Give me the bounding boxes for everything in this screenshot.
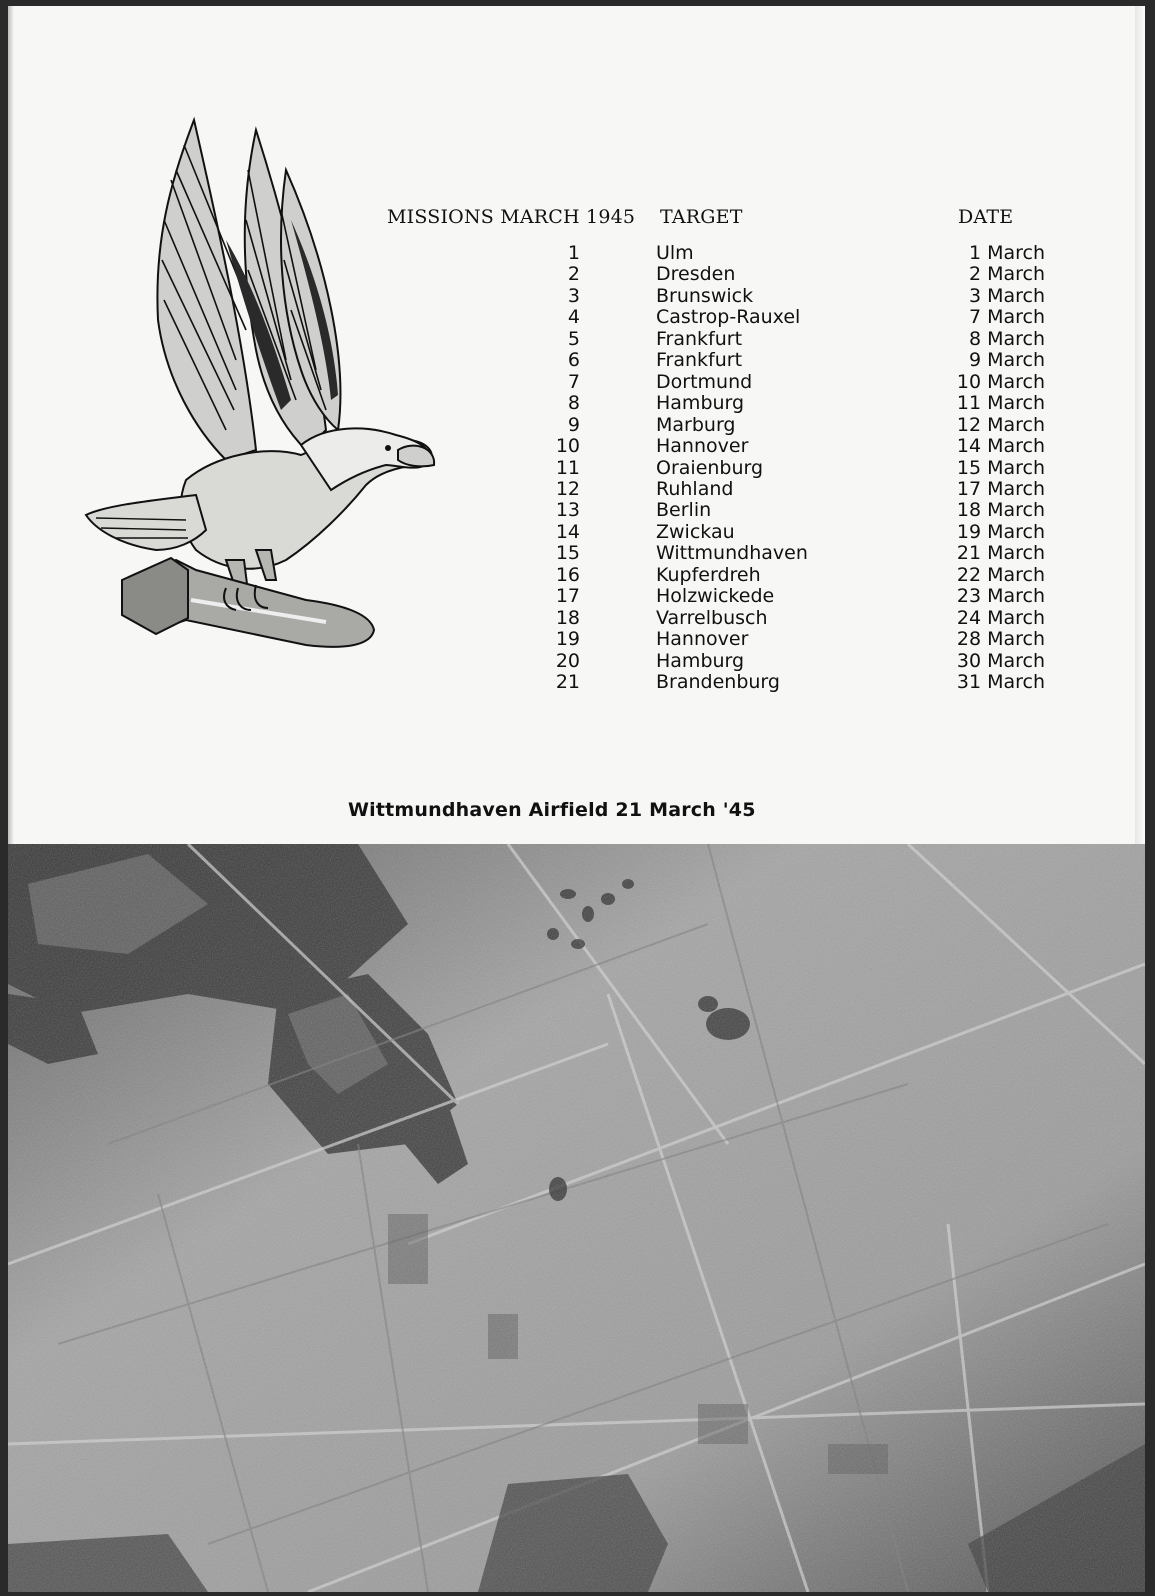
mission-date: 9 March bbox=[968, 349, 1045, 372]
yearbook-page bbox=[8, 6, 1145, 1592]
mission-row bbox=[8, 435, 1145, 456]
mission-number: 7 bbox=[567, 370, 580, 393]
mission-target: Frankfurt bbox=[656, 327, 743, 350]
mission-row bbox=[8, 328, 1145, 349]
mission-date: 8 March bbox=[968, 327, 1045, 350]
mission-number: 18 bbox=[555, 606, 580, 629]
mission-date: 3 March bbox=[968, 284, 1045, 307]
mission-row bbox=[8, 628, 1145, 649]
missions-header: MISSIONS MARCH 1945 bbox=[387, 206, 636, 228]
mission-number: 8 bbox=[567, 392, 580, 415]
mission-number: 21 bbox=[555, 671, 580, 693]
mission-date: 14 March bbox=[956, 435, 1045, 458]
mission-number: 12 bbox=[555, 477, 580, 500]
mission-target: Marburg bbox=[656, 413, 736, 436]
mission-date: 23 March bbox=[956, 585, 1045, 608]
mission-number: 3 bbox=[567, 284, 580, 307]
aerial-photo bbox=[8, 844, 1145, 1592]
mission-target: Oraienburg bbox=[656, 456, 764, 479]
mission-number: 1 bbox=[567, 242, 580, 264]
mission-target: Frankfurt bbox=[656, 349, 743, 372]
mission-date: 15 March bbox=[956, 456, 1045, 479]
mission-number: 10 bbox=[555, 435, 580, 458]
mission-row bbox=[8, 564, 1145, 585]
mission-row bbox=[8, 607, 1145, 628]
mission-date: 17 March bbox=[956, 477, 1045, 500]
mission-number: 14 bbox=[555, 520, 580, 543]
mission-target: Berlin bbox=[656, 499, 712, 522]
mission-date: 24 March bbox=[956, 606, 1045, 629]
date-header: DATE bbox=[958, 206, 1014, 228]
mission-number: 19 bbox=[555, 628, 580, 651]
mission-number: 5 bbox=[567, 327, 580, 350]
mission-row bbox=[8, 499, 1145, 520]
mission-number: 16 bbox=[555, 563, 580, 586]
mission-row bbox=[8, 585, 1145, 606]
mission-number: 6 bbox=[567, 349, 580, 372]
mission-row bbox=[8, 478, 1145, 499]
mission-row bbox=[8, 392, 1145, 413]
mission-target: Hannover bbox=[656, 628, 749, 651]
mission-target: Varrelbusch bbox=[656, 606, 768, 629]
mission-row bbox=[8, 542, 1145, 563]
mission-date: 1 March bbox=[968, 242, 1045, 264]
mission-row bbox=[8, 457, 1145, 478]
mission-row bbox=[8, 521, 1145, 542]
mission-row bbox=[8, 414, 1145, 435]
mission-number: 13 bbox=[555, 499, 580, 522]
mission-target: Hamburg bbox=[656, 392, 745, 415]
mission-date: 18 March bbox=[956, 499, 1045, 522]
mission-number: 4 bbox=[567, 306, 580, 329]
mission-row bbox=[8, 306, 1145, 327]
mission-target: Castrop-Rauxel bbox=[656, 306, 801, 329]
mission-row bbox=[8, 349, 1145, 370]
mission-row bbox=[8, 650, 1145, 671]
mission-date: 22 March bbox=[956, 563, 1045, 586]
mission-target: Ruhland bbox=[656, 477, 734, 500]
mission-target: Hamburg bbox=[656, 649, 745, 672]
mission-date: 2 March bbox=[968, 263, 1045, 286]
mission-target: Zwickau bbox=[656, 520, 735, 543]
mission-number: 17 bbox=[555, 585, 580, 608]
mission-target: Brandenburg bbox=[656, 671, 780, 693]
mission-date: 11 March bbox=[956, 392, 1045, 415]
mission-number: 15 bbox=[555, 542, 580, 565]
mission-number: 9 bbox=[567, 413, 580, 436]
mission-row bbox=[8, 371, 1145, 392]
mission-row bbox=[8, 242, 1145, 263]
mission-date: 19 March bbox=[956, 520, 1045, 543]
mission-date: 10 March bbox=[956, 370, 1045, 393]
mission-number: 20 bbox=[555, 649, 580, 672]
mission-target: Dresden bbox=[656, 263, 736, 286]
mission-target: Kupferdreh bbox=[656, 563, 761, 586]
mission-target: Wittmundhaven bbox=[656, 542, 808, 565]
mission-date: 7 March bbox=[968, 306, 1045, 329]
mission-target: Brunswick bbox=[656, 284, 754, 307]
mission-row bbox=[8, 263, 1145, 284]
mission-date: 12 March bbox=[956, 413, 1045, 436]
mission-date: 31 March bbox=[956, 671, 1045, 693]
mission-date: 21 March bbox=[956, 542, 1045, 565]
photo-caption: Wittmundhaven Airfield 21 March '45 bbox=[348, 799, 756, 821]
mission-target: Hannover bbox=[656, 435, 749, 458]
mission-number: 2 bbox=[567, 263, 580, 286]
mission-target: Dortmund bbox=[656, 370, 753, 393]
mission-number: 11 bbox=[555, 456, 580, 479]
target-header: TARGET bbox=[660, 206, 743, 228]
mission-target: Ulm bbox=[656, 242, 694, 264]
mission-row bbox=[8, 671, 1145, 692]
mission-target: Holzwickede bbox=[656, 585, 775, 608]
mission-date: 28 March bbox=[956, 628, 1045, 651]
mission-date: 30 March bbox=[956, 649, 1045, 672]
mission-row bbox=[8, 285, 1145, 306]
